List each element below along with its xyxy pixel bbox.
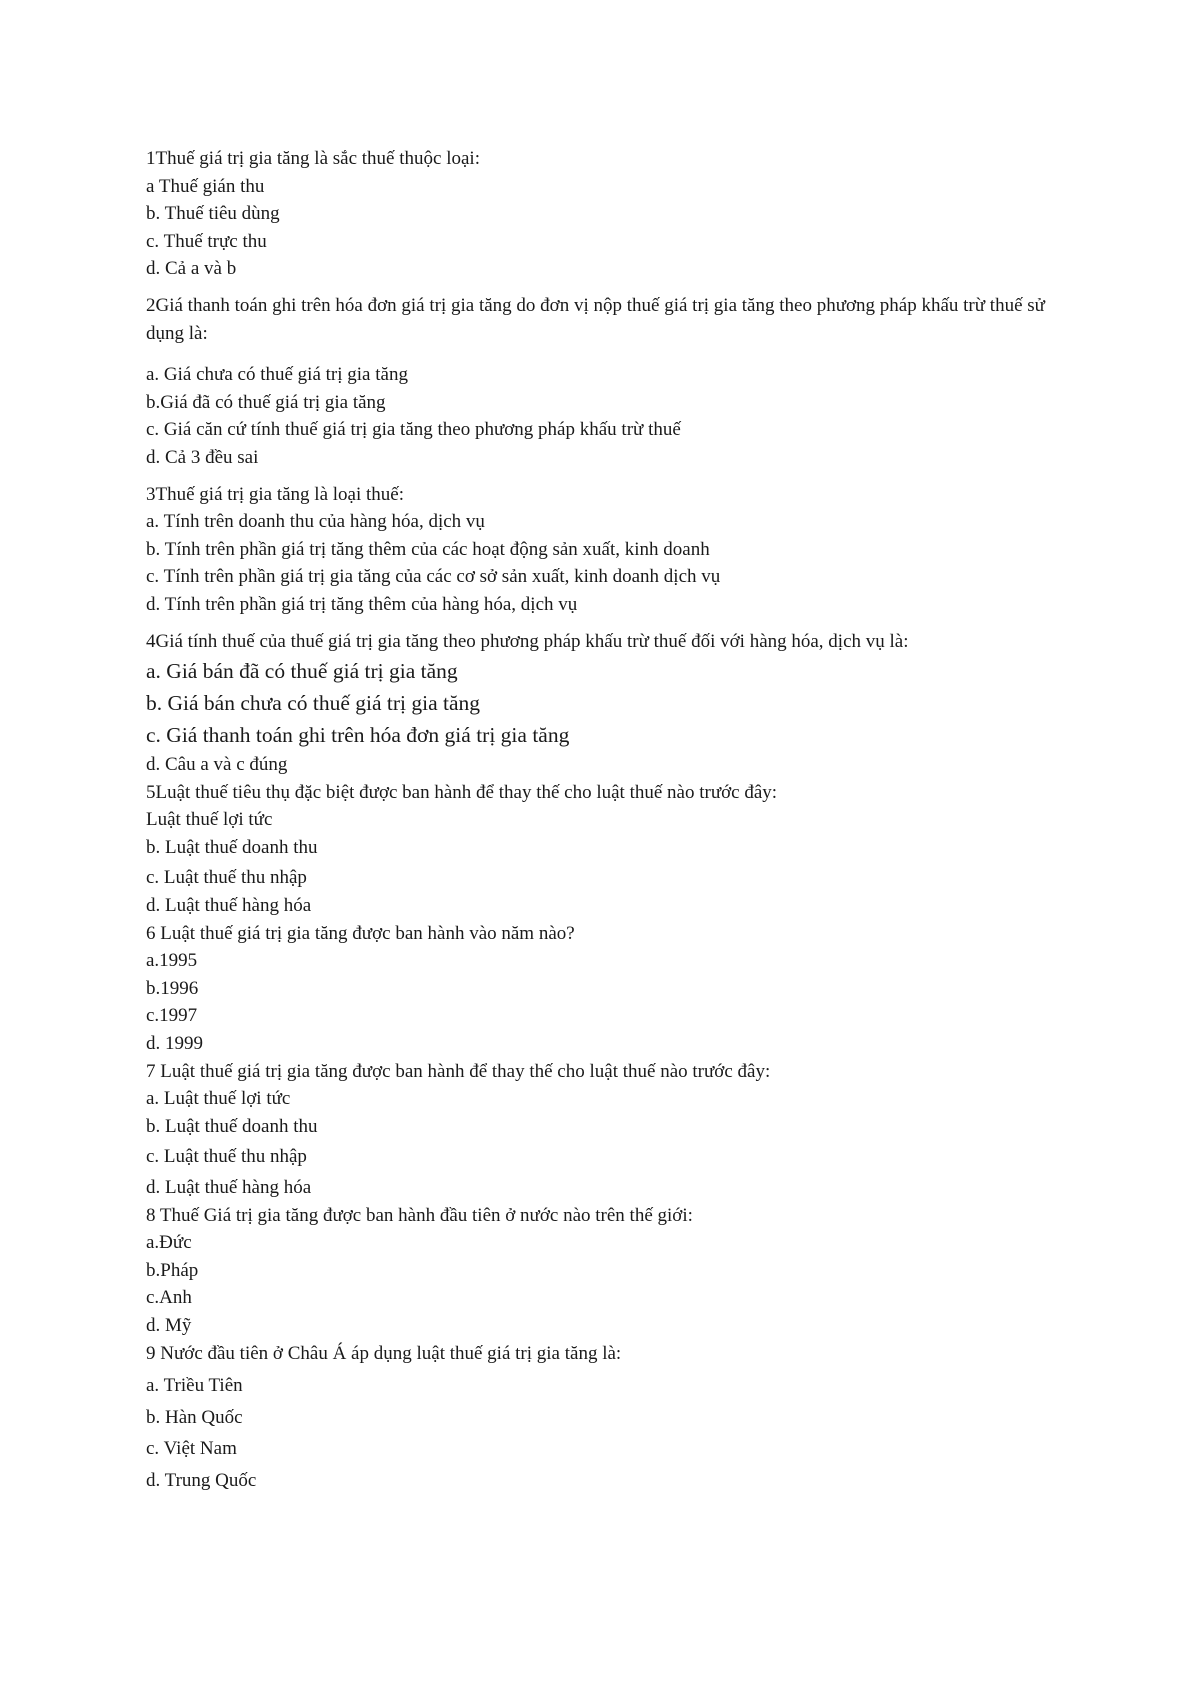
question-block-8 xyxy=(146,1202,1066,1340)
answer-option: d. Luật thuế hàng hóa xyxy=(146,1177,312,1198)
answer-option: b. Giá bán chưa có thuế giá trị gia tăng xyxy=(146,691,481,716)
document-page xyxy=(146,145,1066,1495)
answer-option: Luật thuế lợi tức xyxy=(146,809,273,831)
answer-option: d. Luật thuế hàng hóa xyxy=(146,895,312,917)
question-block-9 xyxy=(146,1340,1066,1495)
question-text: 5Luật thuế tiêu thụ đặc biệt được ban hành để thay thế cho luật thuế nào trước đây: xyxy=(146,781,778,803)
answer-option: a. Triều Tiên xyxy=(146,1375,243,1397)
answer-option: b. Luật thuế doanh thu xyxy=(146,836,318,858)
question-block-7 xyxy=(146,1058,1066,1202)
question-block-5 xyxy=(146,779,1066,920)
question-block-4 xyxy=(146,628,1066,779)
question-text: 1Thuế giá trị gia tăng là sắc thuế thuộc loại: xyxy=(146,148,480,169)
answer-option: b. Thuế tiêu dùng xyxy=(146,203,280,225)
answer-option: c.1997 xyxy=(146,1005,198,1027)
answer-option: d. Trung Quốc xyxy=(146,1469,257,1491)
answer-option: b.Pháp xyxy=(146,1259,199,1281)
question-text: 8 Thuế Giá trị gia tăng được ban hành đầu tiên ở nước nào trên thế giới: xyxy=(146,1204,693,1226)
question-text: 7 Luật thuế giá trị gia tăng được ban hành để thay thế cho luật thuế nào trước đây: xyxy=(146,1060,771,1082)
answer-option: a. Tính trên doanh thu của hàng hóa, dịch vụ xyxy=(146,511,485,533)
answer-option: d. 1999 xyxy=(146,1033,203,1055)
answer-option: a. Luật thuế lợi tức xyxy=(146,1088,291,1110)
answer-option: c. Tính trên phần giá trị gia tăng của các cơ sở sản xuất, kinh doanh dịch vụ xyxy=(146,566,721,588)
answer-option: d. Mỹ xyxy=(146,1314,192,1336)
answer-option: b. Tính trên phần giá trị tăng thêm của các hoạt động sản xuất, kinh doanh xyxy=(146,538,710,560)
answer-option: a.Đức xyxy=(146,1232,192,1254)
answer-option: d. Cả 3 đều sai xyxy=(146,446,259,468)
answer-option: c. Luật thuế thu nhập xyxy=(146,867,307,889)
answer-option: c. Giá căn cứ tính thuế giá trị gia tăng theo phương pháp khấu trừ thuế xyxy=(146,419,681,441)
question-block-6 xyxy=(146,920,1066,1058)
answer-option: c. Thuế trực thu xyxy=(146,230,267,252)
question-text: 6 Luật thuế giá trị gia tăng được ban hành vào năm nào? xyxy=(146,922,575,944)
answer-option: c. Giá thanh toán ghi trên hóa đơn giá trị gia tăng xyxy=(146,723,570,748)
answer-option: b. Luật thuế doanh thu xyxy=(146,1115,318,1137)
answer-option: a. Giá bán đã có thuế giá trị gia tăng xyxy=(146,659,458,684)
answer-option: a Thuế gián thu xyxy=(146,175,265,197)
question-block-1 xyxy=(146,145,1066,283)
answer-option: d. Tính trên phần giá trị tăng thêm của hàng hóa, dịch vụ xyxy=(146,593,578,615)
answer-option: a. Giá chưa có thuế giá trị gia tăng xyxy=(146,364,408,386)
answer-option: a.1995 xyxy=(146,950,198,972)
answer-option: c. Luật thuế thu nhập xyxy=(146,1146,307,1168)
answer-option: c. Việt Nam xyxy=(146,1438,237,1460)
question-block-3 xyxy=(146,481,1066,619)
answer-option: b. Hàn Quốc xyxy=(146,1406,243,1428)
answer-option: d. Cả a và b xyxy=(146,258,237,280)
question-text: 3Thuế giá trị gia tăng là loại thuế: xyxy=(146,483,405,505)
question-text: 2Giá thanh toán ghi trên hóa đơn giá trị gia tăng do đơn vị nộp thuế giá trị gia tăng theo phương pháp khấu trừ thuế sử dụng là: xyxy=(146,294,1045,344)
question-text: 4Giá tính thuế của thuế giá trị gia tăng theo phương pháp khấu trừ thuế đối với hàng hóa, dịch vụ là: xyxy=(146,630,909,652)
question-block-2 xyxy=(146,292,1066,472)
answer-option: c.Anh xyxy=(146,1287,192,1309)
answer-option: d. Câu a và c đúng xyxy=(146,754,288,776)
answer-option: b.1996 xyxy=(146,977,199,999)
question-text: 9 Nước đầu tiên ở Châu Á áp dụng luật thuế giá trị gia tăng là: xyxy=(146,1342,622,1364)
answer-option: b.Giá đã có thuế giá trị gia tăng xyxy=(146,391,386,413)
